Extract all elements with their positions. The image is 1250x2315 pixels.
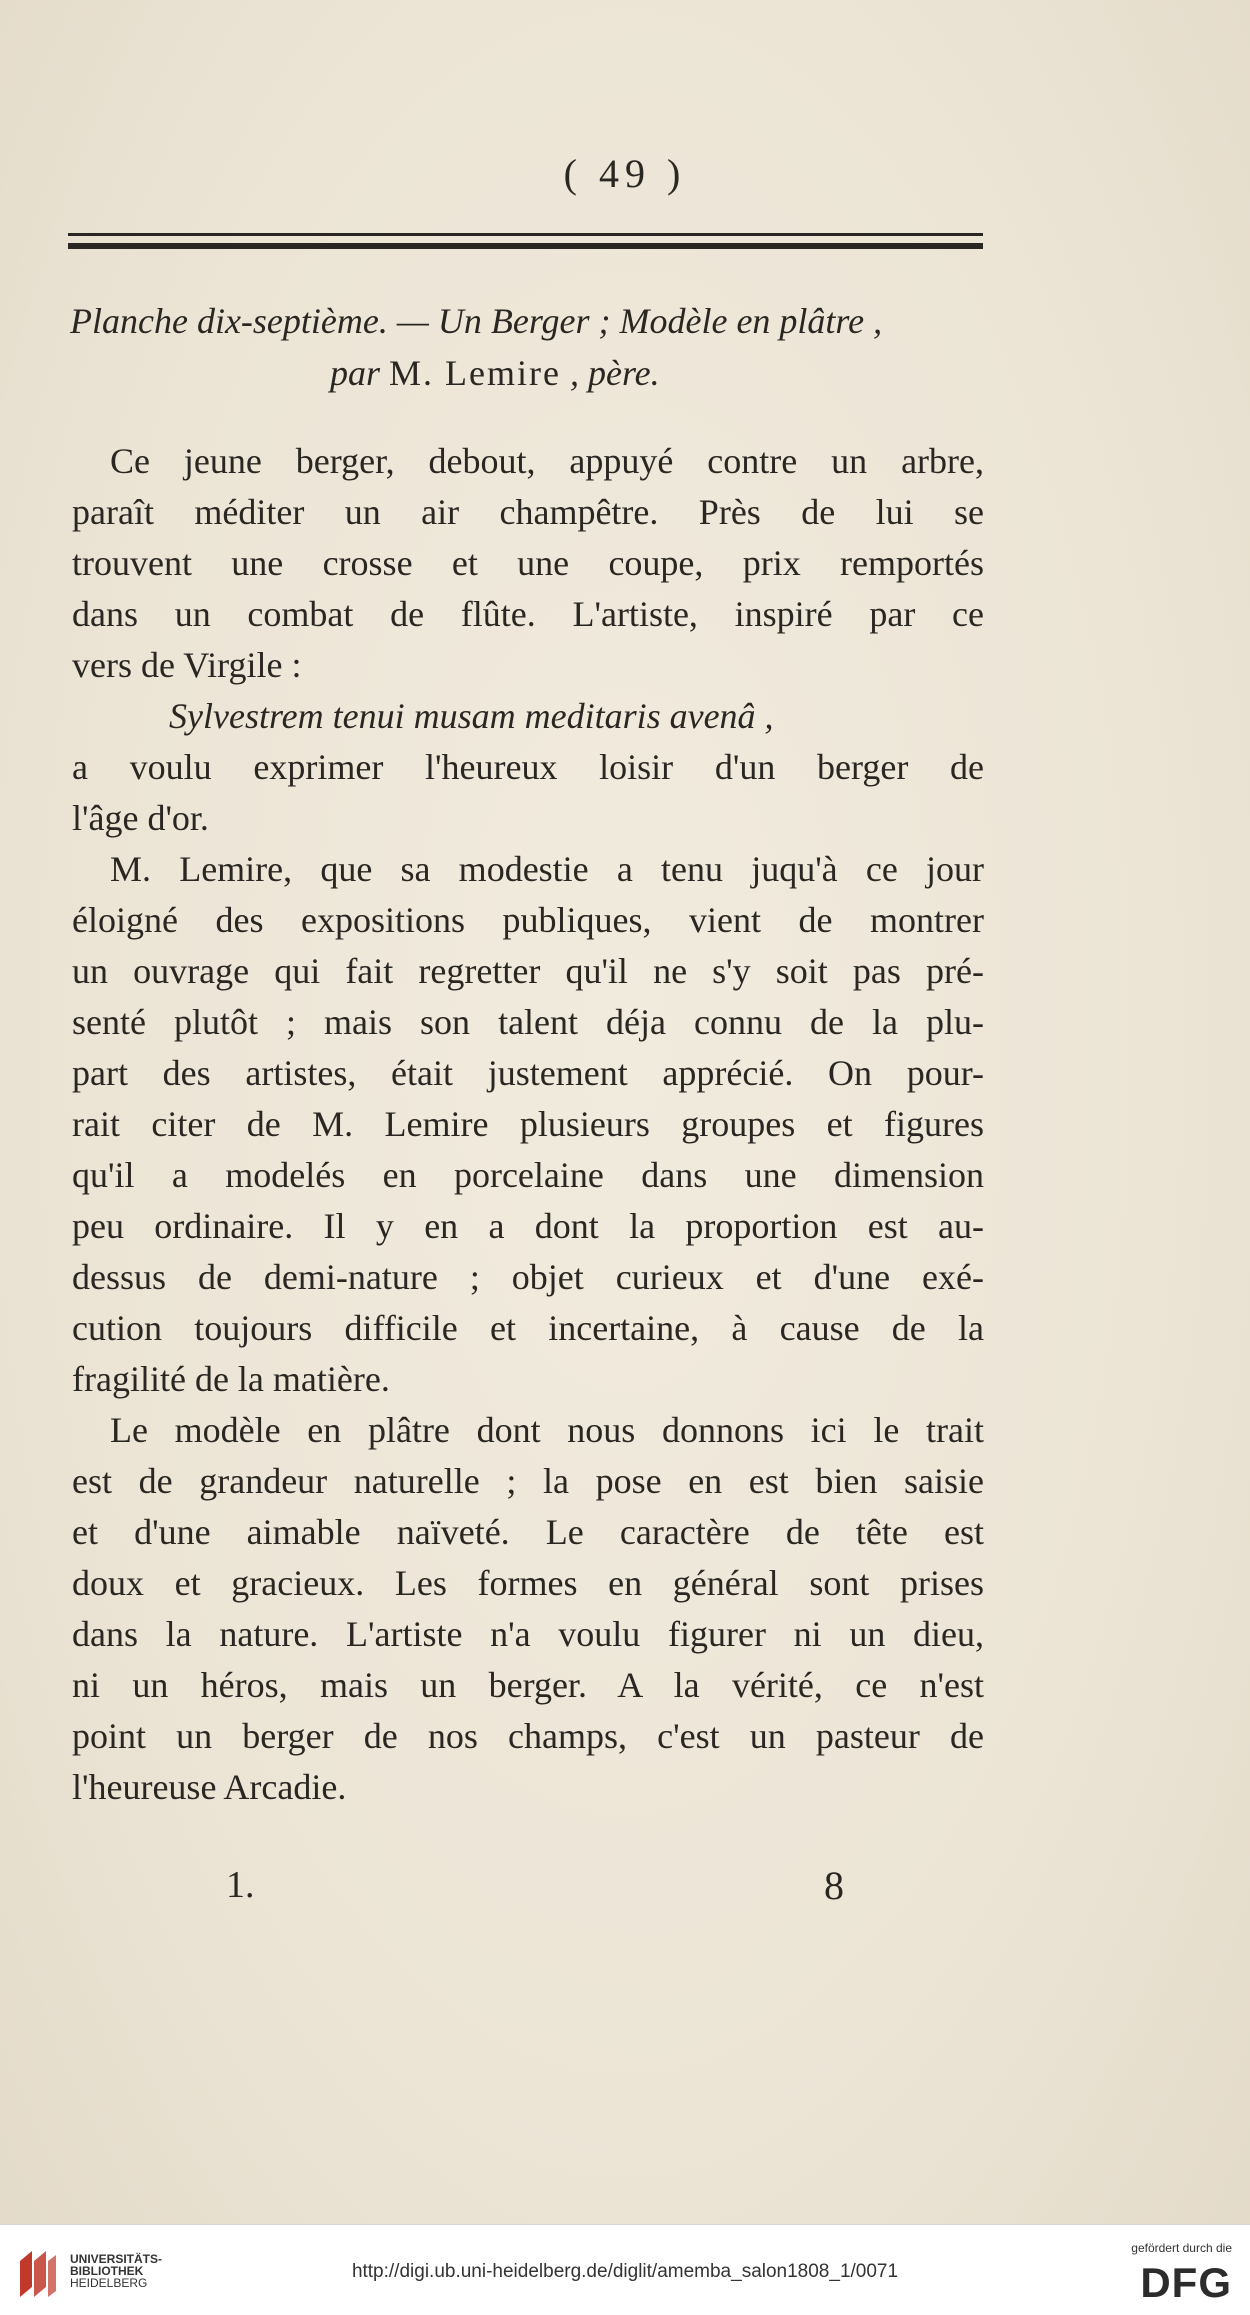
text-line: rait citer de M. Lemire plusieurs groupes et figures	[72, 1104, 984, 1144]
plate-title-line-1	[70, 300, 882, 342]
header-rule-thin	[68, 233, 983, 236]
text-line: point un berger de nos champs, c'est un pasteur de	[72, 1716, 984, 1756]
text-line: un ouvrage qui fait regretter qu'il ne s'y soit pas pré-	[72, 951, 984, 991]
text-line: l'âge d'or.	[72, 798, 209, 838]
text-line: peu ordinaire. Il y en a dont la proportion est au-	[72, 1206, 984, 1246]
text-line: paraît méditer un air champêtre. Près de lui se	[72, 492, 984, 532]
text-line: a voulu exprimer l'heureux loisir d'un berger de	[72, 747, 984, 787]
text-line: senté plutôt ; mais son talent déja connu de la plu-	[72, 1002, 984, 1042]
text-line: éloigné des expositions publiques, vient de montrer	[72, 900, 984, 940]
plate-title-text: Planche dix-septième. — Un Berger ; Modèle en plâtre ,	[70, 301, 883, 341]
institution-line-2: BIBLIOTHEK	[70, 2264, 144, 2278]
text-line: part des artistes, était justement apprécié. On pour-	[72, 1053, 984, 1093]
text-line: Ce jeune berger, debout, appuyé contre un arbre,	[110, 441, 984, 481]
text-line: Le modèle en plâtre dont nous donnons ici le trait	[110, 1410, 984, 1450]
text-line: cution toujours difficile et incertaine, à cause de la	[72, 1308, 984, 1348]
text-line: dans la nature. L'artiste n'a voulu figurer ni un dieu,	[72, 1614, 984, 1654]
body-text	[72, 436, 984, 1813]
header-rule-thick	[68, 243, 983, 249]
gathering-number: 8	[824, 1863, 844, 1908]
text-line: fragilité de la matière.	[72, 1359, 390, 1399]
dfg-logo[interactable]: DFG	[1140, 2259, 1232, 2306]
text-line: dans un combat de flûte. L'artiste, inspiré par ce	[72, 594, 984, 634]
text-line: trouvent une crosse et une coupe, prix remportés	[72, 543, 984, 583]
funder-label: gefördert durch die	[1131, 2241, 1232, 2255]
text-line: et d'une aimable naïveté. Le caractère de tête est	[72, 1512, 984, 1552]
text-line: est de grandeur naturelle ; la pose en est bien saisie	[72, 1461, 984, 1501]
institution-line-1: UNIVERSITÄTS-	[70, 2252, 163, 2266]
text-line: doux et gracieux. Les formes en général sont prises	[72, 1563, 984, 1603]
plate-author-name: M. Lemire	[389, 353, 561, 393]
permalink-url[interactable]: http://digi.ub.uni-heidelberg.de/diglit/amemba_salon1808_1/0071	[351, 2261, 899, 2282]
text-line: Sylvestrem tenui musam meditaris avenâ ,	[169, 696, 774, 736]
institution-line-3: HEIDELBERG	[70, 2276, 148, 2290]
text-line: ni un héros, mais un berger. A la vérité, ce n'est	[72, 1665, 984, 1705]
text-line: l'heureuse Arcadie.	[72, 1767, 347, 1807]
text-line: vers de Virgile :	[72, 645, 302, 685]
text-line: dessus de demi-nature ; objet curieux et d'une exé-	[72, 1257, 984, 1297]
page-number-header: ( 49 )	[563, 151, 687, 196]
plate-author-suffix: , père.	[560, 353, 660, 393]
signature-mark: 1.	[226, 1864, 255, 1906]
viewer-footer-bar	[0, 2224, 1250, 2315]
text-line: M. Lemire, que sa modestie a tenu juqu'à ce jour	[110, 849, 984, 889]
plate-author-prefix: par	[330, 353, 390, 393]
plate-title-line-2	[330, 352, 660, 394]
text-line: qu'il a modelés en porcelaine dans une dimension	[72, 1155, 984, 1195]
